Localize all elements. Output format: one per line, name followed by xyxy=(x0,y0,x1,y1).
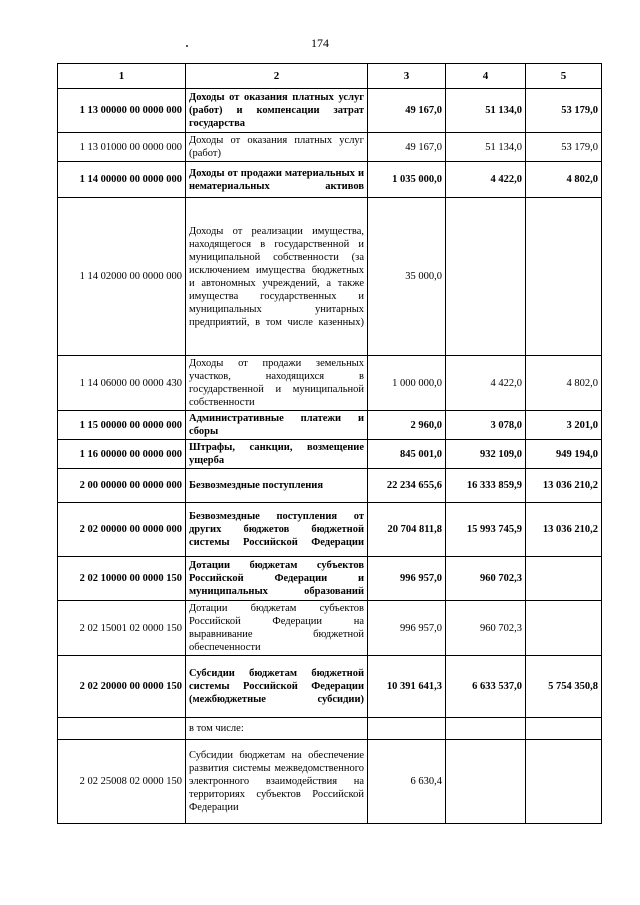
value-2020: 15 993 745,9 xyxy=(446,503,526,557)
column-header: 4 xyxy=(446,64,526,89)
budget-code: 2 02 00000 00 0000 000 xyxy=(58,503,186,557)
budget-code: 2 00 00000 00 0000 000 xyxy=(58,469,186,503)
value-2019: 10 391 641,3 xyxy=(368,656,446,718)
table-row xyxy=(58,440,602,469)
table-row xyxy=(58,411,602,440)
value-2020: 16 333 859,9 xyxy=(446,469,526,503)
value-2021 xyxy=(526,198,602,356)
value-2019: 6 630,4 xyxy=(368,740,446,824)
value-2020: 960 702,3 xyxy=(446,601,526,656)
value-2020 xyxy=(446,718,526,740)
value-2020: 51 134,0 xyxy=(446,89,526,133)
row-name: Субсидии бюджетам бюджетной системы Российской Федерации (межбюджетные субсидии) xyxy=(186,656,368,718)
table-row xyxy=(58,656,602,718)
value-2021: 3 201,0 xyxy=(526,411,602,440)
value-2020: 51 134,0 xyxy=(446,133,526,162)
value-2019: 1 035 000,0 xyxy=(368,162,446,198)
budget-code: 1 13 01000 00 0000 000 xyxy=(58,133,186,162)
value-2019: 49 167,0 xyxy=(368,89,446,133)
value-2019: 49 167,0 xyxy=(368,133,446,162)
value-2019: 845 001,0 xyxy=(368,440,446,469)
value-2021: 13 036 210,2 xyxy=(526,503,602,557)
value-2021: 949 194,0 xyxy=(526,440,602,469)
value-2020: 932 109,0 xyxy=(446,440,526,469)
budget-code: 2 02 20000 00 0000 150 xyxy=(58,656,186,718)
budget-table xyxy=(57,63,602,824)
value-2019: 20 704 811,8 xyxy=(368,503,446,557)
table-row xyxy=(58,162,602,198)
row-name: Дотации бюджетам субъектов Российской Федерации и муниципальных образований xyxy=(186,557,368,601)
budget-code: 2 02 25008 02 0000 150 xyxy=(58,740,186,824)
budget-code xyxy=(58,718,186,740)
column-header: 1 xyxy=(58,64,186,89)
budget-code: 2 02 15001 02 0000 150 xyxy=(58,601,186,656)
table-row xyxy=(58,740,602,824)
budget-code: 1 14 02000 00 0000 000 xyxy=(58,198,186,356)
row-name: Доходы от реализации имущества, находящегося в государственной и муниципальной собственности (за исключением имущества бюджетных и автономных учреждений, а также имущества государственных и муниципальных унитарных предприятий, в том числе казенных) xyxy=(186,198,368,356)
value-2021: 53 179,0 xyxy=(526,133,602,162)
value-2021: 13 036 210,2 xyxy=(526,469,602,503)
value-2019: 996 957,0 xyxy=(368,557,446,601)
row-name: Дотации бюджетам субъектов Российской Федерации на выравнивание бюджетной обеспеченности xyxy=(186,601,368,656)
value-2021 xyxy=(526,718,602,740)
table-row xyxy=(58,356,602,411)
value-2020: 3 078,0 xyxy=(446,411,526,440)
table-row xyxy=(58,198,602,356)
value-2019: 1 000 000,0 xyxy=(368,356,446,411)
table-row xyxy=(58,89,602,133)
header-row xyxy=(58,64,602,89)
value-2019 xyxy=(368,718,446,740)
budget-code: 1 13 00000 00 0000 000 xyxy=(58,89,186,133)
table-row xyxy=(58,557,602,601)
value-2021: 53 179,0 xyxy=(526,89,602,133)
column-header: 5 xyxy=(526,64,602,89)
column-header: 2 xyxy=(186,64,368,89)
value-2021: 5 754 350,8 xyxy=(526,656,602,718)
table-row xyxy=(58,718,602,740)
value-2020 xyxy=(446,198,526,356)
value-2020: 4 422,0 xyxy=(446,356,526,411)
row-name: Безвозмездные поступления xyxy=(186,469,368,503)
row-name: в том числе: xyxy=(186,718,368,740)
row-name: Доходы от оказания платных услуг (работ) и компенсации затрат государства xyxy=(186,89,368,133)
row-name: Доходы от продажи земельных участков, находящихся в государственной и муниципальной собственности xyxy=(186,356,368,411)
value-2021: 4 802,0 xyxy=(526,162,602,198)
value-2020: 6 633 537,0 xyxy=(446,656,526,718)
row-name: Штрафы, санкции, возмещение ущерба xyxy=(186,440,368,469)
value-2019: 2 960,0 xyxy=(368,411,446,440)
value-2020: 4 422,0 xyxy=(446,162,526,198)
scan-speck xyxy=(186,45,188,47)
value-2020 xyxy=(446,740,526,824)
budget-code: 1 16 00000 00 0000 000 xyxy=(58,440,186,469)
budget-code: 2 02 10000 00 0000 150 xyxy=(58,557,186,601)
row-name: Доходы от продажи материальных и нематериальных активов xyxy=(186,162,368,198)
table-row xyxy=(58,469,602,503)
value-2021 xyxy=(526,740,602,824)
budget-code: 1 14 00000 00 0000 000 xyxy=(58,162,186,198)
value-2019: 996 957,0 xyxy=(368,601,446,656)
value-2020: 960 702,3 xyxy=(446,557,526,601)
value-2019: 35 000,0 xyxy=(368,198,446,356)
row-name: Субсидии бюджетам на обеспечение развития системы межведомственного электронного взаимодействия на территориях субъектов Российской Федерации xyxy=(186,740,368,824)
value-2019: 22 234 655,6 xyxy=(368,469,446,503)
page-number: 174 xyxy=(311,36,329,50)
value-2021: 4 802,0 xyxy=(526,356,602,411)
table-row xyxy=(58,133,602,162)
budget-code: 1 14 06000 00 0000 430 xyxy=(58,356,186,411)
value-2021 xyxy=(526,557,602,601)
budget-code: 1 15 00000 00 0000 000 xyxy=(58,411,186,440)
row-name: Административные платежи и сборы xyxy=(186,411,368,440)
row-name: Доходы от оказания платных услуг (работ) xyxy=(186,133,368,162)
row-name: Безвозмездные поступления от других бюджетов бюджетной системы Российской Федерации xyxy=(186,503,368,557)
value-2021 xyxy=(526,601,602,656)
column-header: 3 xyxy=(368,64,446,89)
table-row xyxy=(58,601,602,656)
table-row xyxy=(58,503,602,557)
